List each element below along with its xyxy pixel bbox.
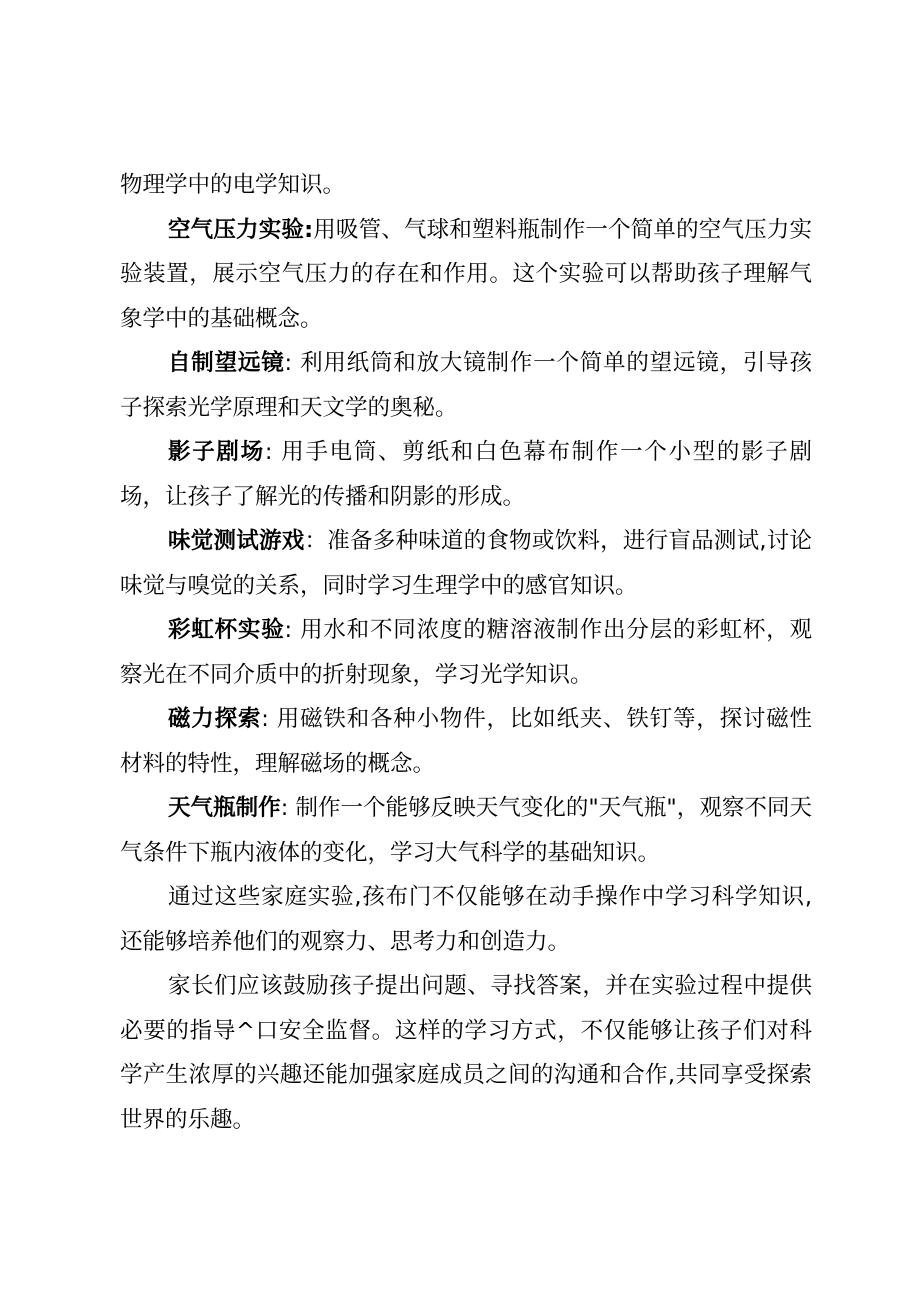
paragraph-continuation xyxy=(120,163,812,208)
paragraph-text: : 用手电筒、剪纸和白色幕布制作一个小型的影子剧场，让孩子了解光的传播和阴影的形成。 xyxy=(120,439,812,510)
paragraph-air-pressure-experiment xyxy=(120,208,812,342)
paragraph-text: : 制作一个能够反映天气变化的"天气瓶"，观察不同天气条件下瓶内液体的变化，学习大气科学的基础知识。 xyxy=(120,795,812,866)
paragraph-text: : 用水和不同浓度的糖溶液制作出分层的彩虹杯，观察光在不同介质中的折射现象，学习光学知识。 xyxy=(120,617,812,688)
paragraph-term: 空气压力实验: xyxy=(168,216,314,243)
paragraph-parent-advice xyxy=(120,964,812,1142)
paragraph-term: 天气瓶制作 xyxy=(168,795,281,821)
paragraph-shadow-theater xyxy=(120,430,812,519)
paragraph-weather-bottle xyxy=(120,786,812,875)
paragraph-text: ：准备多种味道的食物或饮料，进行盲品测试,讨论味觉与嗅觉的关系，同时学习生理学中的感官知识。 xyxy=(120,528,812,599)
paragraph-taste-test-game xyxy=(120,519,812,608)
paragraph-text: : 用磁铁和各种小物件，比如纸夹、铁钉等，探讨磁性材料的特性，理解磁场的概念。 xyxy=(120,706,812,777)
document-body xyxy=(120,163,812,1142)
paragraph-term: 自制望远镜 xyxy=(168,350,285,376)
paragraph-summary xyxy=(120,875,812,964)
paragraph-term: 彩虹杯实验 xyxy=(168,617,285,643)
paragraph-term: 味觉测试游戏 xyxy=(168,528,305,554)
paragraph-term: 磁力探索 xyxy=(168,706,262,732)
paragraph-text: 物理学中的电学知识。 xyxy=(120,172,346,198)
paragraph-text: : 利用纸筒和放大镜制作一个简单的望远镜，引导孩子探索光学原理和天文学的奥秘。 xyxy=(120,350,812,421)
paragraph-magnet-exploration xyxy=(120,697,812,786)
paragraph-term: 影子剧场 xyxy=(168,439,265,465)
paragraph-rainbow-cup-experiment xyxy=(120,608,812,697)
paragraph-text: 通过这些家庭实验,孩布门不仅能够在动手操作中学习科学知识,还能够培养他们的观察力、思考力和创造力。 xyxy=(120,884,812,955)
paragraph-text: 家长们应该鼓励孩子提出问题、寻找答案，并在实验过程中提供必要的指导^口安全监督。这样的学习方式，不仅能够让孩子们对科学产生浓厚的兴趣还能加强家庭成员之间的沟通和合作,共同享受探索世界的乐趣。 xyxy=(120,973,812,1133)
paragraph-text: 用吸管、气球和塑料瓶制作一个简单的空气压力实验装置，展示空气压力的存在和作用。这个实验可以帮助孩子理解气象学中的基础概念。 xyxy=(120,216,812,332)
paragraph-homemade-telescope xyxy=(120,341,812,430)
